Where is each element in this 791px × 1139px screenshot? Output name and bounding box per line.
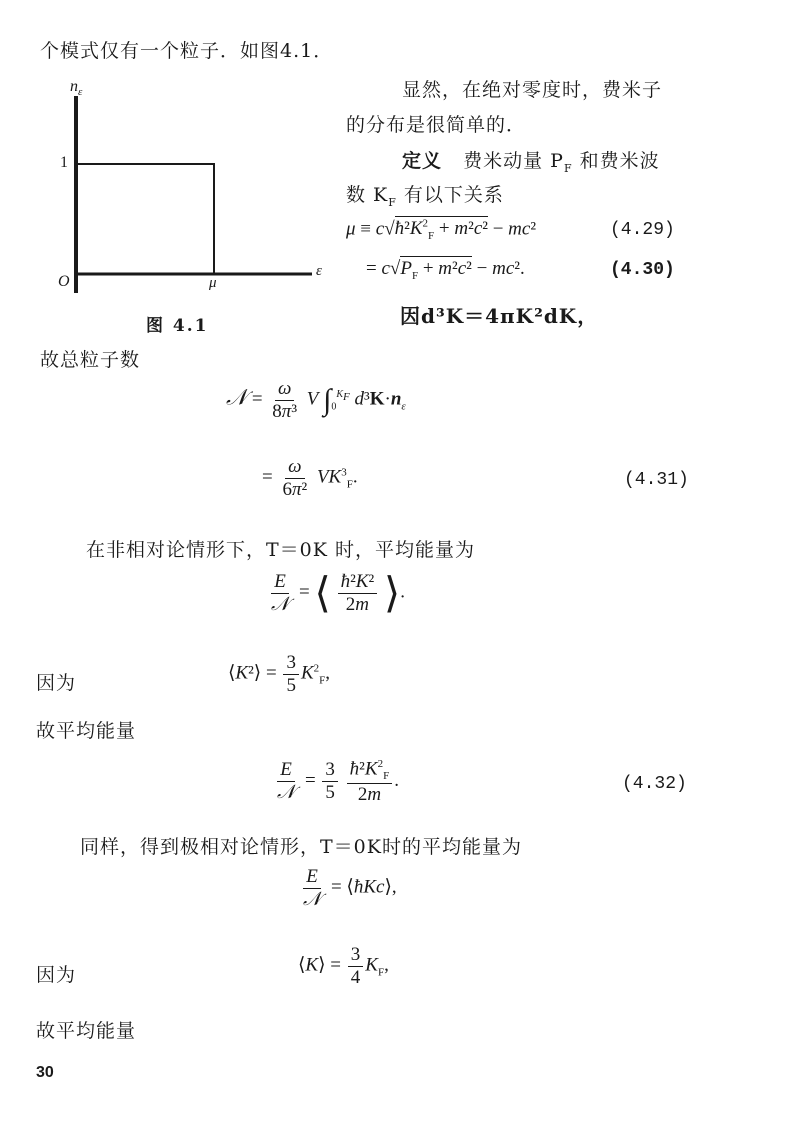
- text-line-1: 显然，在绝对零度时，费米子: [402, 79, 663, 101]
- figure-4-1: [44, 78, 334, 308]
- nonrelativistic-text: 在非相对论情形下，T＝0K 时，平均能量为: [86, 539, 475, 561]
- total-particles-text: 故总粒子数: [40, 349, 141, 371]
- step-function-line: [76, 164, 214, 274]
- because-text-1: 因为: [36, 672, 77, 694]
- figure-caption: 图 4.1: [146, 316, 209, 336]
- equation-number-4-31: (4.31): [624, 470, 689, 490]
- average-energy-text: 故平均能量: [36, 720, 137, 742]
- origin-label: O: [58, 273, 70, 290]
- because-text-2: 因为: [36, 964, 77, 986]
- y-tick-1: 1: [60, 154, 68, 171]
- equation-4-32: $\frac{E}{\text{𝒩}}$ = $\frac{3}{5}$ $\frac{ħ^2K^2_F}{2m}$ .: [277, 758, 399, 805]
- equation-number-4-30: (4.30): [610, 260, 675, 280]
- definition-line: 定义 费米动量 $P_F$ 和费米波: [402, 150, 660, 175]
- x-tick-mu: μ: [209, 275, 217, 291]
- equation-k-average: ⟨K⟩ = $\frac{3}{4}$ $K_F$,: [298, 944, 389, 988]
- extreme-relativistic-text: 同样，得到极相对论情形，T＝0K时的平均能量为: [80, 836, 522, 858]
- equation-number-4-29: (4.29): [610, 220, 675, 240]
- page-number: 30: [36, 1064, 54, 1081]
- equation-average-energy-relativistic: $\frac{E}{\text{𝒩}}$ = ⟨ħKc⟩,: [303, 866, 397, 910]
- equation-number-4-32: (4.32): [622, 774, 687, 794]
- x-axis-label: ε: [316, 263, 322, 279]
- equation-4-30: = $c√P_F + m^2c^2 - mc^2$.: [366, 258, 525, 282]
- equation-4-31: = $\frac{\omega}{\text{6π²}}$ $VK^3_F$.: [262, 456, 358, 500]
- volume-element-line: 因d³K＝4πK²dK，: [400, 304, 599, 328]
- text-line-2: 的分布是很简单的．: [346, 114, 527, 136]
- y-axis-label: $n_\varepsilon$: [70, 78, 83, 99]
- definition-label: 定义: [402, 150, 443, 172]
- equation-particle-integral: 𝒩 = $\frac{\omega}{\text{8π³}}$ V $\int_0^{K_F}$ $d^3K\cdot n_\varepsilon$: [226, 378, 406, 422]
- top-line: 个模式仅有一个粒子．如图4.1．: [40, 40, 334, 62]
- equation-average-energy: $\frac{E}{\text{𝒩}}$ = ⟨ $\frac{\text{ħ²K²}}{2m}$ ⟩.: [271, 570, 406, 617]
- average-energy-text-2: 故平均能量: [36, 1020, 137, 1042]
- equation-4-29: $\mu \equiv c√ħ^2K^2_F + m^2c^2 - mc^2$: [346, 218, 537, 243]
- equation-k-squared: ⟨K²⟩ = $\frac{3}{5}$ $K^2_F$,: [228, 652, 330, 696]
- text-line-4: 数 $K_F$ 有以下关系: [346, 184, 504, 209]
- occupation-step-plot: [44, 78, 334, 308]
